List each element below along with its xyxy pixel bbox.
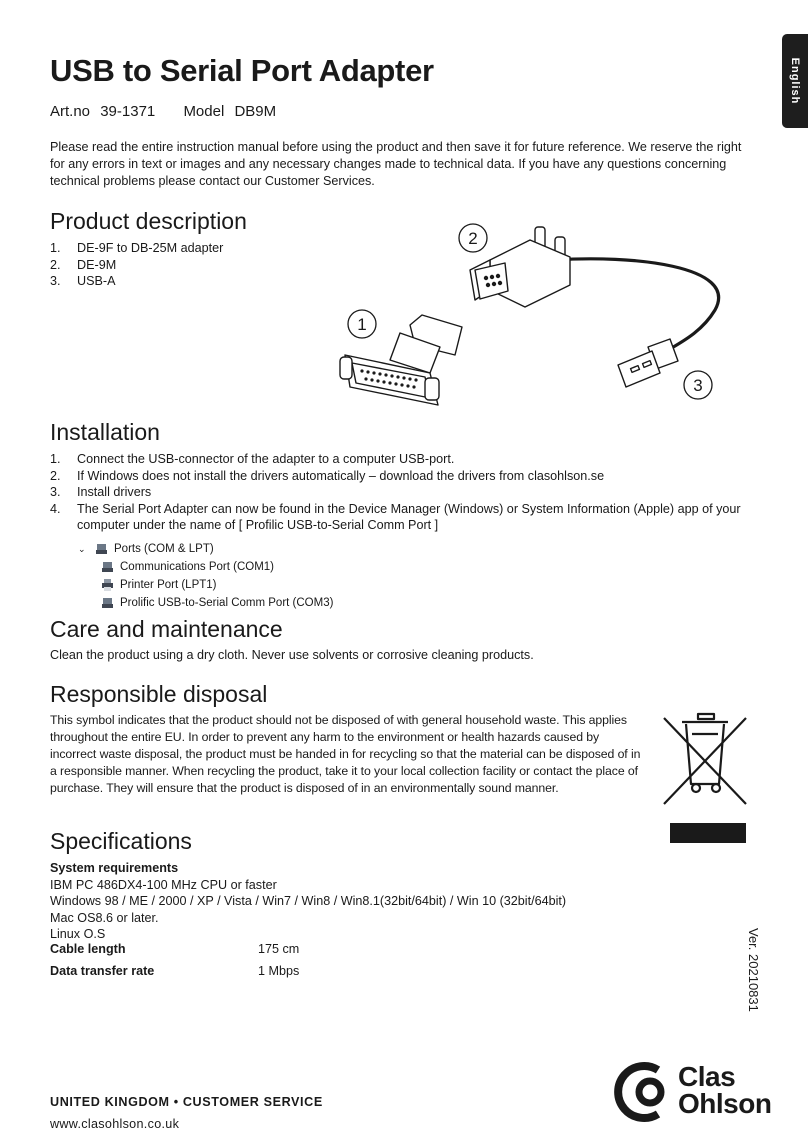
tree-root: ⌄ Ports (COM & LPT) — [78, 540, 333, 558]
tree-child: Communications Port (COM1) — [78, 558, 333, 576]
list-item: 2. If Windows does not install the drivers automatically – download the drivers from clasohlson.se — [50, 468, 605, 483]
footer-url[interactable]: www.clasohlson.co.uk — [50, 1117, 180, 1131]
printer-icon — [102, 579, 113, 591]
sysreq-line: Mac OS8.6 or later. — [50, 910, 159, 925]
list-item: 3. USB-A — [50, 274, 116, 288]
device-manager-tree — [78, 540, 333, 612]
art-number: 39-1371 — [100, 103, 156, 120]
model-label: Model — [183, 103, 225, 120]
language-tab — [782, 34, 808, 128]
svg-text:3: 3 — [693, 376, 703, 395]
version-label: Ver. 20210831 — [746, 928, 761, 1012]
list-item: 2. DE-9M — [50, 257, 117, 272]
svg-text:2: 2 — [468, 229, 478, 248]
sysreq-line: Linux O.S — [50, 927, 106, 942]
intro-text: Please read the entire instruction manual before using the product and then save it for future reference. We reserve the right for any errors in text or images and any necessary changes made to technical data. If you have any questions concerning technical problems please contact our Customer Services. — [50, 140, 742, 188]
model-number: DB9M — [234, 103, 277, 120]
list-item: 1. Connect the USB-connector of the adapter to a computer USB-port. — [50, 452, 455, 466]
product-illustration — [330, 215, 730, 415]
list-item: 3. Install drivers — [50, 485, 152, 499]
callout-2 — [459, 224, 487, 252]
weee-bin-icon — [660, 712, 750, 844]
installation-list — [50, 451, 755, 534]
page-title: USB to Serial Port Adapter — [50, 53, 434, 88]
footer-customer-service: UNITED KINGDOM • CUSTOMER SERVICE — [50, 1095, 323, 1109]
chevron-down-icon: ⌄ — [78, 544, 86, 554]
product-description-heading: Product description — [50, 208, 247, 234]
svg-text:1: 1 — [357, 315, 367, 334]
language-label: English — [789, 57, 801, 105]
usb-a-plug — [618, 339, 678, 387]
care-heading: Care and maintenance — [50, 616, 283, 642]
sysreq-label: System requirements — [50, 861, 179, 875]
article-info — [50, 103, 282, 120]
system-requirements — [50, 860, 566, 943]
port-icon — [102, 561, 113, 573]
sysreq-line: Windows 98 / ME / 2000 / XP / Vista / Win7 / Win8 / Win8.1(32bit/64bit) / Win 10 (32bit/64bit) — [50, 894, 567, 909]
clas-ohlson-logo-icon — [614, 1060, 672, 1124]
product-description-list — [50, 240, 223, 290]
art-label: Art.no — [50, 103, 91, 120]
installation-heading: Installation — [50, 419, 160, 445]
list-item: 1. DE-9F to DB-25M adapter — [50, 241, 224, 255]
specifications-heading: Specifications — [50, 828, 192, 854]
spec-row-data-rate: Data transfer rate 1 Mbps — [50, 964, 300, 978]
logo-text: Clas Ohlson — [678, 1061, 772, 1119]
callout-3 — [684, 371, 712, 399]
spec-row-cable-length: Cable length 175 cm — [50, 942, 300, 956]
tree-child: Printer Port (LPT1) — [78, 576, 333, 594]
list-item: 4. The Serial Port Adapter can now be found in the Device Manager (Windows) or System Information (Apple) app of your computer under the name of [ Profilic USB-to-Serial Comm Port ] — [50, 501, 741, 532]
port-icon — [102, 597, 113, 609]
disposal-heading: Responsible disposal — [50, 681, 268, 707]
callout-1 — [348, 310, 376, 338]
tree-child: Prolific USB-to-Serial Comm Port (COM3) — [78, 594, 333, 612]
sysreq-line: IBM PC 486DX4-100 MHz CPU or faster — [50, 877, 277, 892]
care-text: Clean the product using a dry cloth. Never use solvents or corrosive cleaning products. — [50, 648, 534, 662]
disposal-text: This symbol indicates that the product should not be disposed of with general household waste. This applies throughout the entire EU. In order to prevent any harm to the environment or health hazards caused by incorrect waste disposal, the product must be handed in for recycling so that the material can be disposed of in a responsible manner. When recycling the product, take it to your local collection facility or contact the place of purchase. They will ensure that the product is disposed of in an environmentally sound manner. — [50, 713, 641, 795]
port-icon — [96, 543, 107, 555]
